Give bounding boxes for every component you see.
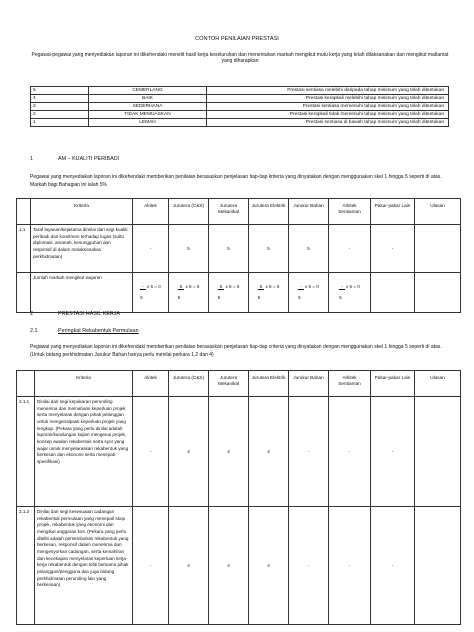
fraction-numerator: -: [142, 284, 144, 290]
score-cell: -: [329, 397, 371, 507]
column-header: Arkitek Sentiaman: [329, 371, 371, 397]
criteria-row: [17, 397, 461, 507]
fraction-numerator: -: [300, 284, 302, 290]
rating-row: [31, 87, 449, 95]
score-cell: 5: [249, 225, 289, 273]
score-cell: 5: [289, 225, 329, 273]
weighted-score-cell: [133, 273, 169, 313]
score-cell: -: [371, 225, 415, 273]
total-label: Jumlah markah mengikut wajaran: [31, 273, 133, 313]
rating-label: SEDERHANA: [89, 103, 207, 111]
section-1-text: Pegawai yang menyediakan laporan ini dikehendaki memberikan penilaian berasaskan penjelasan tiap-tiap kriteria yang dinyatakan dengan menggunakan skel 1 hingga 5 seperti di atas. Markah bagi Bahagian ini ialah 5%: [30, 174, 442, 188]
rating-score: 5: [31, 87, 89, 95]
weighted-score-cell: [249, 273, 289, 313]
column-header: Kriteria: [35, 371, 133, 397]
score-cell: -: [133, 397, 169, 507]
subsection-title: Peringkat Rekabentuk Permulaan: [58, 328, 139, 334]
section-2-number: 2: [30, 311, 33, 317]
fraction-denominator: 5: [140, 294, 143, 300]
score-cell: -: [371, 397, 415, 507]
rating-label: CEMERLANG: [89, 87, 207, 95]
column-header: Akitek: [133, 371, 169, 397]
weighted-fraction: [218, 282, 240, 302]
section-2-title: PRESTASI HASIL KERJA: [58, 311, 121, 317]
fraction-numerator: 5: [179, 284, 183, 290]
column-header: Pakar-pakar Lain: [371, 371, 415, 397]
row-number: 2.1.1: [17, 397, 35, 507]
header-spacer: [17, 199, 31, 225]
weighted-fraction: [140, 282, 161, 302]
weighted-fraction: [178, 282, 200, 302]
empty-cell: [371, 273, 415, 313]
fraction-formula: x 5 = 5: [185, 284, 200, 290]
score-cell: 5: [169, 225, 209, 273]
weighted-score-cell: [329, 273, 371, 313]
fraction-numerator: 5: [219, 284, 223, 290]
column-header: Jurutera Mekanikal: [209, 199, 249, 225]
rating-description: Prestasi sentiasa di bawah tahap minimum yang telah ditentukan: [207, 119, 449, 127]
row-number: 1.1: [17, 225, 31, 273]
criteria-description: Dinilai dari segi kepakaran perunding menerima dan memahami keperluan projek serta menyelaras dengan pihak pelanggan untuk mengenalpasti keperluan projek yang lengkap. (Pekara yang perlu dinilai adalah laporan/kandungan kajian mengenai projek, konsep awalan rekabentuk serta syor yang wajar untuk menyelaraskan rekabentuk yang berkesan dan ekonomi serta menepati spesifikasi): [35, 397, 133, 507]
weighted-fraction: [258, 282, 280, 302]
column-header: Jurutera Elektrik: [249, 199, 289, 225]
rating-score: 1: [31, 119, 89, 127]
rating-description: Prestasi kerapkali tidak memenuhi tahap minimum yang telah ditentukan: [207, 111, 449, 119]
score-cell: -: [371, 507, 415, 625]
rating-score: 2: [31, 111, 89, 119]
fraction-numerator: 5: [259, 284, 263, 290]
weighted-score-cell: [289, 273, 329, 313]
column-header: Jurutera (C&S): [169, 199, 209, 225]
weighted-score-cell: [209, 273, 249, 313]
column-header: Akitek: [133, 199, 169, 225]
remarks-cell: [415, 397, 461, 507]
fraction-denominator: 5: [257, 294, 261, 300]
criteria-row: [17, 507, 461, 625]
criteria-table-1: [16, 198, 461, 313]
fraction-numerator: -: [341, 284, 343, 290]
page-title: CONTOH PENILAIAN PRESTASI: [195, 36, 279, 42]
row-number: 2.1.2: [17, 507, 35, 625]
column-header: Arkitek Sentiaman: [329, 199, 371, 225]
subsection-number: 2.1: [30, 328, 38, 334]
score-cell: 4: [209, 397, 249, 507]
rating-description: Prestasi sentiasa melebihi daripada tahap minimum yang telah ditentukan: [207, 87, 449, 95]
criteria-table-2: [16, 370, 461, 625]
fraction-formula: x 5 = 0: [304, 284, 319, 290]
rating-score: 4: [31, 95, 89, 103]
score-cell: -: [133, 225, 169, 273]
weighted-fraction: [339, 282, 360, 302]
column-header: Jurutera Mekanikal: [209, 371, 249, 397]
column-header: Jurukur Bahan: [289, 199, 329, 225]
score-cell: -: [329, 225, 371, 273]
weighted-fraction: [298, 282, 319, 302]
score-cell: 4: [249, 397, 289, 507]
score-cell: -: [133, 507, 169, 625]
column-header: Kriteria: [31, 199, 133, 225]
rating-row: [31, 95, 449, 103]
fraction-formula: x 5 = 5: [265, 284, 280, 290]
column-header: Ulasan: [415, 199, 461, 225]
remarks-cell: [415, 225, 461, 273]
header-spacer: [17, 371, 35, 397]
score-cell: -: [289, 507, 329, 625]
criteria-description: Taraf layanan/kejasama dimilai dari segi kualiti peribadi dan komitmen terhadap tugas (sultu diplomasi, amanah, kesungguhan dan responsif di dalam melaksanakan perkhidmatan): [31, 225, 133, 273]
column-header: Ulasan: [415, 371, 461, 397]
score-cell: -: [329, 507, 371, 625]
rating-score: 3: [31, 103, 89, 111]
section-1-number: 1: [30, 156, 33, 162]
fraction-denominator: 5: [217, 294, 221, 300]
rating-scale-table: [30, 86, 449, 127]
column-header: Pakar-pakar Lain: [371, 199, 415, 225]
rating-row: [31, 119, 449, 127]
intro-paragraph: Pegawai-pegawai yang menyediakan laporan ini dikehendaki menelit hasil kerja keseluruhan dan menentukan markah mengikut mutu kerja yang telah dilaksanakan dan mengikut matlamat yang diharapkan: [31, 52, 449, 65]
score-cell: 4: [209, 507, 249, 625]
remarks-cell: [415, 507, 461, 625]
column-header: Jurukur Bahan: [289, 371, 329, 397]
fraction-formula: x 5 = 0: [345, 284, 360, 290]
score-cell: 4: [169, 397, 209, 507]
column-header: Jurutera (C&S): [169, 371, 209, 397]
score-cell: 4: [249, 507, 289, 625]
score-cell: 4: [169, 507, 209, 625]
rating-description: Prestasi kerapkali melebihi tahap minimum yang telah ditentukan: [207, 95, 449, 103]
criteria-description: Dinilai dari segi kesesuaian cadangan rekabentuk permulaan yang menepati skop projek, rekabentuk yang ekonomi dan mengikut anggaran kos. (Pekara yang perlu diteliti adalah persembahan rekabentuk yang berkesan, responsif dalam menerima dan mengesyorkan cadangan, serta kemahiran dan kecekapan menyelaras keperluan kerja-kerja rekabentuk dengan teliti bersama pihak pelanggan/pengguna dan juga bidang perkhidmatan perunding lain yang berkenaan): [35, 507, 133, 625]
weighted-score-cell: [169, 273, 209, 313]
score-cell: 5: [209, 225, 249, 273]
rating-label: TIDAK MEMUASKAN: [89, 111, 207, 119]
fraction-denominator: 5: [177, 294, 181, 300]
section-1-title: AM – KUALITI PERIBADI: [58, 156, 120, 162]
rating-description: Prestasi sentiasa memenuhi tahap minimum yang telah ditentukan: [207, 103, 449, 111]
score-cell: -: [289, 397, 329, 507]
fraction-denominator: 5: [298, 294, 301, 300]
total-spacer: [17, 273, 31, 313]
fraction-denominator: 5: [339, 294, 342, 300]
rating-label: LEMAH: [89, 119, 207, 127]
fraction-formula: x 5 = 0: [146, 284, 161, 290]
section-2-text: Pegawai yang menyediakan laporan ini dikehendaki memberikan penilaian berasaskan penjelasan tiap-tiap criteria yang dinyatakan dengan menggunakan skel 1 hingga 5 seperti di atas. (Untuk bidang perkhidmatan Jurukur Bahan hanya perlu menilai perkara 1.2 dan 4): [30, 344, 442, 358]
column-header: Jurutera Elektrik: [249, 371, 289, 397]
rating-row: [31, 111, 449, 119]
rating-label: BAIK: [89, 95, 207, 103]
remarks-cell: [415, 273, 461, 313]
rating-row: [31, 103, 449, 111]
fraction-formula: x 5 = 5: [225, 284, 240, 290]
